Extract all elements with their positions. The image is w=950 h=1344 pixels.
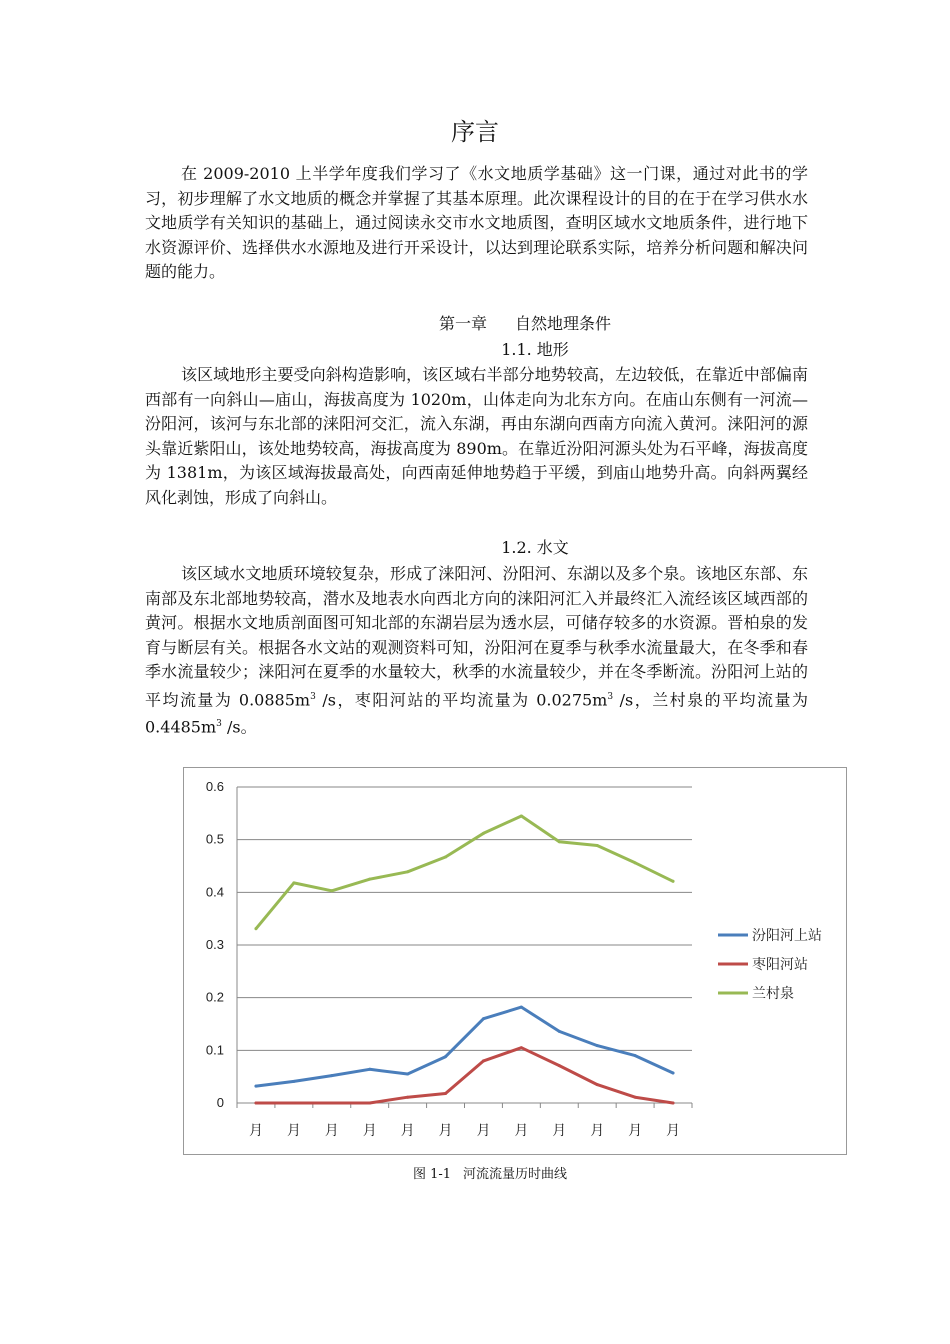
series-point <box>520 1046 523 1049</box>
hydrology-text-d: /s。 <box>221 717 257 737</box>
y-tick-label: 0 <box>216 1095 224 1110</box>
series-point <box>292 1080 295 1083</box>
series-line-2 <box>256 1048 673 1103</box>
x-tick-label: 月 <box>514 1123 529 1139</box>
series-point <box>254 1085 257 1088</box>
superscript: 3 <box>607 691 614 702</box>
x-tick-label: 月 <box>476 1123 491 1139</box>
legend-label: 汾阳河上站 <box>752 928 822 944</box>
series-line-3 <box>256 816 673 929</box>
x-tick-label: 月 <box>324 1123 339 1139</box>
x-tick-label: 月 <box>362 1123 377 1139</box>
series-point <box>672 1102 675 1105</box>
series-point <box>368 1068 371 1071</box>
x-tick-label: 月 <box>400 1123 415 1139</box>
terrain-paragraph: 该区域地形主要受向斜构造影响，该区域右半部分地势较高，左边较低，在靠近中部偏南西部有一向斜山—庙山，海拔高度为 1020m，山体走向为北东方向。在庙山东侧有一河流—汾阳河，该河与东北部的涞阳河交汇，流入东湖，再由东湖向西南方向流入黄河。涞阳河的源头靠近紫阳山，该处地势较高，海拔高度为 890m。在靠近汾阳河源头处为石平峰，海拔高度为 1381m，为该区域海拔最高处，向西南延伸地势趋于平缓，到庙山地势升高。向斜两翼经风化剥蚀，形成了向斜山。 <box>145 365 808 507</box>
series-point <box>444 1092 447 1095</box>
series-point <box>330 889 333 892</box>
series-point <box>520 814 523 817</box>
series-point <box>330 1102 333 1105</box>
section-heading-terrain: 1.1. 地形 <box>501 340 569 359</box>
x-tick-label: 月 <box>286 1123 301 1139</box>
series-point <box>292 1102 295 1105</box>
series-point <box>672 1071 675 1074</box>
series-point <box>596 1044 599 1047</box>
y-tick-label: 0.6 <box>205 779 224 794</box>
series-point <box>368 1102 371 1105</box>
y-tick-label: 0.4 <box>205 884 224 900</box>
series-point <box>482 1059 485 1062</box>
caption-label: 图 1-1 <box>412 1167 452 1182</box>
chapter-heading <box>50 313 950 335</box>
series-point <box>292 881 295 884</box>
series-point <box>406 870 409 873</box>
series-point <box>596 1083 599 1086</box>
flow-duration-chart <box>183 767 847 1155</box>
series-point <box>596 844 599 847</box>
x-tick-label: 月 <box>590 1123 605 1139</box>
section-heading-hydrology: 1.2. 水文 <box>501 538 569 557</box>
x-tick-label: 月 <box>248 1123 263 1139</box>
chart-canvas <box>184 768 846 1154</box>
hydrology-text-a: 该区域水文地质环境较复杂，形成了涞阳河、汾阳河、东湖以及多个泉。该地区东部、东南部及东北部地势较高，潜水及地表水向西北方向的涞阳河汇入并最终汇入流经该区域西部的黄河。根据水文地质剖面图可知北部的东湖岩层为透水层，可储存较多的水资源。晋柏泉的发育与断层有关。根据各水文站的观测资料可知，汾阳河在夏季与秋季水流量最大，在冬季和春季水流量较少；涞阳河在夏季的水量较大，秋季的水流量较少，并在冬季断流。汾阳河上站的平均流量为 0.0885m <box>145 564 808 709</box>
series-point <box>444 1055 447 1058</box>
y-tick-label: 0.2 <box>205 989 224 1005</box>
series-point <box>444 856 447 859</box>
caption-text: 河流流量历时曲线 <box>463 1167 568 1182</box>
x-tick-label: 月 <box>666 1123 681 1139</box>
series-point <box>482 832 485 835</box>
legend-label: 兰村泉 <box>752 986 794 1002</box>
superscript: 3 <box>216 719 222 730</box>
series-point <box>406 1073 409 1076</box>
chapter-number: 第一章 <box>438 314 487 333</box>
series-point <box>482 1017 485 1020</box>
figure-caption <box>0 1166 950 1184</box>
x-tick-label: 月 <box>628 1123 643 1139</box>
hydrology-text-c: /s，兰村泉的平均流量为 0.4485m <box>145 689 808 737</box>
series-point <box>558 1064 561 1067</box>
y-tick-label: 0.1 <box>205 1042 224 1058</box>
legend-label: 枣阳河站 <box>752 957 808 973</box>
series-point <box>368 878 371 881</box>
series-point <box>634 861 637 864</box>
series-point <box>406 1096 409 1099</box>
x-tick-label: 月 <box>438 1123 453 1139</box>
series-line-1 <box>256 1007 673 1086</box>
y-tick-label: 0.5 <box>205 831 224 847</box>
hydrology-paragraph <box>145 562 808 740</box>
series-point <box>672 880 675 883</box>
preface-paragraph: 在 2009-2010 上半学年度我们学习了《水文地质学基础》这一门课，通过对此书的学习，初步理解了水文地质的概念并掌握了其基本原理。此次课程设计的目的在于在学习供水水文地质学有关知识的基础上，通过阅读永交市水文地质图，查明区域水文地质条件，进行地下水资源评价、选择供水水源地及进行开采设计，以达到理论联系实际，培养分析问题和解决问题的能力。 <box>145 164 808 281</box>
hydrology-text-b: /s，枣阳河站的平均流量为 0.0275m <box>315 689 608 709</box>
series-point <box>520 1006 523 1009</box>
series-point <box>634 1054 637 1057</box>
series-point <box>558 1030 561 1033</box>
x-tick-label: 月 <box>552 1123 567 1139</box>
y-tick-label: 0.3 <box>205 937 224 952</box>
series-point <box>634 1096 637 1099</box>
superscript: 3 <box>310 691 316 702</box>
page-title: 序言 <box>451 118 499 146</box>
series-point <box>254 927 257 930</box>
series-point <box>330 1074 333 1077</box>
series-point <box>254 1102 257 1105</box>
series-point <box>558 840 561 843</box>
chapter-title: 自然地理条件 <box>515 314 612 333</box>
